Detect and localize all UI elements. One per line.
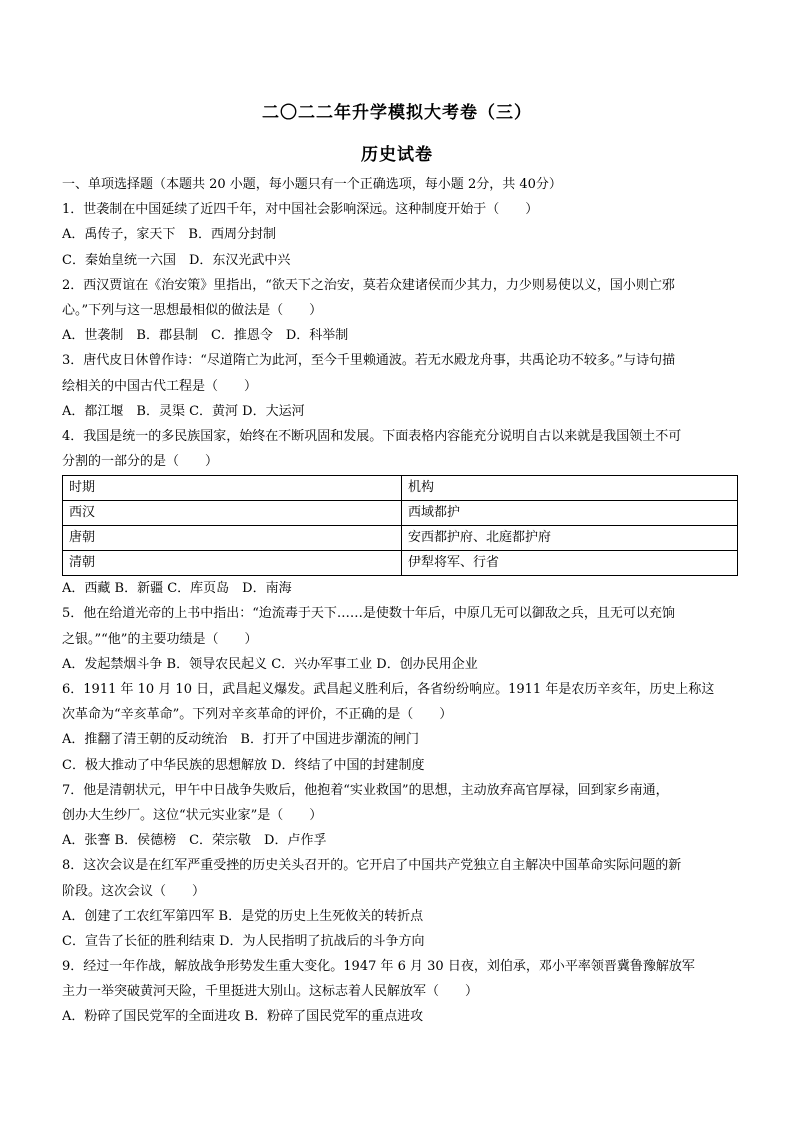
q1-options-cd: C．秦始皇统一六国 D．东汉光武中兴 [62,252,291,268]
q1-stem: 1．世袭制在中国延续了近四千年，对中国社会影响深远。这种制度开始于（ ） [62,202,539,218]
q7-options: A．张謇 B．侯德榜 C．荣宗敬 D．卢作孚 [62,833,327,849]
table-header-period: 时期 [63,476,402,501]
q8-stem-line2: 阶段。这次会议（ ） [62,883,206,899]
q6-options-ab: A．推翻了清王朝的反动统治 B．打开了中国进步潮流的闸门 [62,732,419,748]
q3-stem-line1: 3．唐代皮日休曾作诗：“尽道隋亡为此河，至今千里赖通波。若无水殿龙舟事，共禹论功不较多。”与诗句描 [62,353,676,369]
q4-options: A．西藏 B．新疆 C．库页岛 D．南海 [62,581,292,597]
exam-body [62,172,738,1030]
q4-stem-line1: 4．我国是统一的多民族国家，始终在不断巩固和发展。下面表格内容能充分说明自古以来就是我国领土不可 [62,428,682,444]
q5-stem-line1: 5．他在给道光帝的上书中指出：“迨流毒于天下……是使数十年后，中原几无可以御敌之兵，且无可以充饷 [62,606,675,622]
q9-stem-line2: 主力一举突破黄河天险，千里挺进大别山。这标志着人民解放军（ ） [62,984,479,1000]
exam-title: 二〇二二年升学模拟大考卷（三） [262,103,532,123]
table-cell: 西汉 [63,501,402,526]
table-cell: 伊犁将军、行省 [402,551,738,576]
q6-stem-line1: 6．1911 年 10 月 10 日，武昌起义爆发。武昌起义胜利后，各省纷纷响应。1911 年是农历辛亥年，历史上称这 [62,682,715,697]
section-heading: 一、单项选择题（本题共 20 小题，每小题只有一个正确选项，每小题 2分，共 40分） [62,177,562,192]
q1-options-ab: A．禹传子，家天下 B．西周分封制 [62,227,276,243]
q4-stem-line2: 分割的一部分的是（ ） [62,454,219,470]
q5-stem-line2: 之银。”“他”的主要功绩是（ ） [62,631,258,647]
q2-stem-line2: 心。”下列与这一思想最相似的做法是（ ） [62,302,323,318]
q5-options: A．发起禁烟斗争 B．领导农民起义 C．兴办军事工业 D．创办民用企业 [62,656,478,672]
table-row [63,501,738,526]
table-cell: 西域都护 [402,501,738,526]
table-row [63,551,738,576]
table-cell: 安西都护府、北庭都护府 [402,526,738,551]
table-header-institution: 机构 [402,476,738,501]
q2-options: A．世袭制 B．郡县制 C．推恩令 D．科举制 [62,328,349,344]
q2-stem-line1: 2．西汉贾谊在《治安策》里指出，“欲天下之治安，莫若众建诸侯而少其力，力少则易使以义，国小则亡邪 [62,277,675,293]
q3-options: A．都江堰 B．灵渠 C．黄河 D．大运河 [62,403,305,419]
q6-stem-line2: 次革命为“辛亥革命”。下列对辛亥革命的评价，不正确的是（ ） [62,707,453,723]
q4-table [62,475,738,576]
q6-options-cd: C．极大推动了中华民族的思想解放 D．终结了中国的封建制度 [62,757,425,773]
exam-subject: 历史试卷 [361,145,433,165]
table-cell: 清朝 [63,551,402,576]
q8-stem-line1: 8．这次会议是在红军严重受挫的历史关头召开的。它开启了中国共产党独立自主解决中国革命实际问题的新 [62,858,682,874]
table-cell: 唐朝 [63,526,402,551]
q7-stem-line2: 创办大生纱厂。这位“状元实业家”是（ ） [62,807,323,823]
q9-stem-line1: 9．经过一年作战，解放战争形势发生重大变化。1947 年 6 月 30 日夜，刘伯承，邓小平率领晋冀鲁豫解放军 [62,959,695,975]
q8-options-cd: C．宣告了长征的胜利结束 D．为人民指明了抗战后的斗争方向 [62,933,425,949]
table-header-row [63,476,738,501]
q3-stem-line2: 绘相关的中国古代工程是（ ） [62,378,258,394]
table-row [63,526,738,551]
q9-options: A．粉碎了国民党军的全面进攻 B．粉碎了国民党军的重点进攻 [62,1009,424,1025]
q7-stem-line1: 7．他是清朝状元，甲午中日战争失败后，他抱着“实业救国”的思想，主动放弃高官厚禄，回到家乡南通， [62,782,669,798]
q8-options-ab: A．创建了工农红军第四军 B．是党的历史上生死攸关的转折点 [62,908,424,924]
